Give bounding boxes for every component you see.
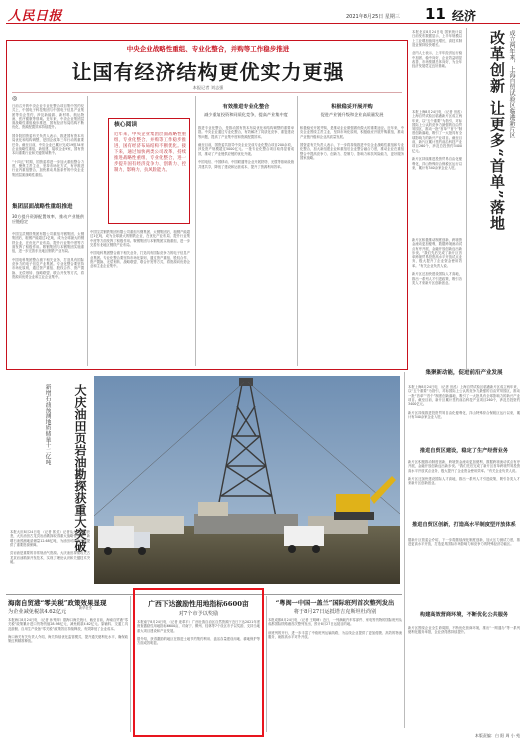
right-text-block-e: 据新片区管委会介绍，下一步将继续深化制度创新，加大压力测试力度，推进更高水平开放，打造更具国际市场影响力和竞争力的特殊经济功能区。 [408, 538, 520, 547]
story3-headline: “粤闽一中国一盖兰”国际班列首次整列发出 [275, 600, 395, 607]
bottom-divider-1 [130, 596, 131, 732]
right-subhead-a: 集聚新动能，促进前沿产业发展 [425, 370, 503, 376]
editor-credit: 本版责编：白 阳 周 小 苑 [474, 733, 520, 738]
lead-divider-2 [195, 96, 196, 366]
bottom-divider-2 [266, 596, 267, 732]
lead-subhead-2: 积极稳妥开展并购 [331, 104, 373, 110]
right-text-block-a: 本报上海8月24日电 （记者 田泓）上海自贸试验区临港新片区成立两年来，以“五个重要”为指引，对标国际上公认的竞争力最强的自由贸易园区，推动一批“首单”“首个”制度创新落地，吸引了一大批具有全球影响力的新兴产业项目。截至目前，新片区累计签约前沿科技产业项目260个，涉及总投资约3400亿元。 新片区持续推进投资贸易自由化便利化，洋山特殊综合保税区运行以来，累计有340余家企业入驻。 [412, 110, 462, 170]
masthead [6, 4, 520, 24]
lead-subhead-1-deck: 减少重复投资和同质化竞争，提高产业集中度 [204, 112, 288, 117]
right-text-block-f: 新片区围绕企业全生命周期，不断优化营商环境，推出“一网通办”等一系列便利化服务举措，企业获得感持续提升。 [408, 626, 520, 635]
photo-story-vertical-headline: 大庆油田页岩油勘探获重大突破 [73, 384, 87, 552]
right-text-block-d: 新片区积极推动制度创新，跨境资金流动更加便利，数据跨境流动试点有序开展，金融开放创新迈出新步伐。“我们先后完成了新片区首单跨境贸易投资高水平开放试点业务，极大提升了企业资金使用效率。”有关企业负责人说。 新片区还加快建设国际人才高地，推出一系列人才引进政策，吸引各类人才来新片区创新创业。 [408, 460, 520, 486]
story1-deck: 为企业减免税款4.62亿元 [8, 609, 67, 615]
lead-subhead-1: 有效推进专业化整合 [222, 104, 270, 110]
lead-divider-3 [297, 96, 298, 366]
left-subhead: 集团层面战略性重组推进 [12, 204, 73, 210]
right-text-block-c: 本报上海8月24日电 （记者 田泓）上海自贸试验区临港新片区成立两年来，以“五个重要”为指引，对标国际上公认的竞争力最强的自由贸易园区，推动一批“首单”“首个”制度创新落地，吸引了一大批具有全球影响力的新兴产业项目。截至目前，新片区累计签约前沿科技产业项目260个，涉及总投资约3400亿元。 新片区持续推进投资贸易自由化便利化，洋山特殊综合保税区运行以来，累计有340余家企业入驻。 [408, 385, 520, 420]
lead-column-4: 积极稳妥开展并购，是推动企业做强做优做大的重要途径。近年来，中央企业围绕主责主业，坚持市场化原则，积极稳妥开展并购重组，推动产业链升级和企业高质量发展。 国资委有关负责人表示，下一步将持续推进中央企业战略性重组和专业化整合，加大新组建企业和重组后企业整合融合力度，推动企业在重组整合中提高竞争力、创新力、控制力、影响力和抗风险能力，更好服务国家战略。 [300, 126, 404, 161]
page-number: 11 [425, 5, 446, 23]
story2-text: 本报南宁8月24日电 （记者 庞革平）广西壮族自治区自然资源厅近日下达2021年度督查激励性用地指标6600亩，对南宁、柳州、桂林等7个设区市予以奖励，支持当地重大项目建设和产业发展。 据介绍，获得激励的地区在推进土地节约集约利用、盘活存量建设用地、耕地保护等方面成效明显。 [137, 620, 260, 646]
lead-column-3: 推进专业化整合，是推动国有资本布局优化和结构调整的重要举措。中央企业通过专业化整合，有效解决了同质化竞争、重复建设等问题，提高了产业集中度和资源配置效率。 截至目前，国资委共指导中央企业完成专业化整合项目200余项，涉及资产规模超过5000亿元。一批专业化整合项目取得显著成效，推动了产业链供应链的优化升级。 中国电信、中国移动、中国联通等企业开展铁塔、光缆等基础设施共建共享，降低了建设和运营成本，提升了资源利用效率。 [198, 126, 294, 169]
story3-text: 本报成都8月24日电 （记者 王明峰）近日，一列满载汽车零部件、家电等货物的国际班列从成都国际铁路港首次整列发出，预计8月27日运抵目的地。 该班列的开行，进一步丰富了中欧班列运输线路，为沿线企业提供了更加便捷、高效的物流服务，助推高水平对外开放。 [268, 618, 402, 640]
core-reading-title: 核心阅读 [114, 122, 138, 128]
right-subhead-d: 构建高效营商环境，不断优化公共服务 [419, 612, 509, 618]
story3-deck: 将于8月27日运抵塔吉克斯坦杜尚别 [293, 609, 377, 615]
lead-divider-1 [87, 96, 88, 366]
oil-rig-photo [94, 376, 400, 584]
right-text-block-b: 新片区积极推动制度创新，跨境资金流动更加便利，数据跨境流动试点有序开展，金融开放创新迈出新步伐。“我们先后完成了新片区首单跨境贸易投资高水平开放试点业务，极大提升了企业资金使用效率。”有关企业负责人说。 新片区还加快建设国际人才高地，推出一系列人才引进政策，吸引各类人才来新片区创新创业。 [412, 238, 462, 285]
photo-credit: 新华社发 [78, 606, 92, 610]
left-subhead-deck: 30方提升资源配置效率，推动产业链供应链稳定 [12, 214, 84, 224]
story2-headline: 广西下达激励性用地指标6600亩 [148, 600, 249, 608]
right-vertical-deck: 成立两年来，上海自贸试验区临港新片区 [508, 30, 515, 138]
lead-rule [12, 92, 402, 93]
top-right-divider [466, 28, 467, 370]
lead-column-1b: 中国宝武钢铁集团有限公司重组马钢集团、太钢集团后，粗钢产能超过1亿吨，成为全球最大的钢铁企业，在优化产业布局、提升行业集中度等方面发挥了积极作用。鞍钢集团与本钢集团实施重组，进一步完善东北地区钢铁产业布局。 中国电科集团整合旗下相关业务，打造具有国际竞争力的电子信息产业集团。专业化整合要坚持市场化原则，通过资产重组、股权合作、资产置换、无偿划转、战略联盟、联合开发等方式，将资源向优势企业和主业企业集中。 [12, 232, 84, 279]
lead-byline: 本报记者 刘志强 [192, 85, 224, 90]
lead-intro-label: ◎ [12, 95, 18, 102]
right-vertical-headline: 改革创新 让更多“首单”落地 [488, 30, 506, 232]
section-name: 经济 [452, 9, 477, 23]
right-subhead-b: 推进自贸区建设，稳定了生产经营业务 [419, 448, 509, 454]
photo-story-vertical-deck: 新增石油预测地质储量十二亿吨 [44, 384, 50, 466]
lead-column-1: 日前召开的中央企业专业化整合项目集中签约仪式上，中国电子科技集团与中国电子信息产业集团等央企签约，涉及新能源、新材料、航运物流、医疗健康等领域。近年来，中央企业集团层面战略性重组稳步推进，国有经济布局结构不断优化，资源配置效率持续提升。 国务院国资委有关负责人表示，推进国有资本布局优化和结构调整，是国企改革三年行动的重要任务。截至目前，中央企业已累计完成19组34家企业战略性重组，新组建、接收企业9家，国有资本向重要行业和关键领域集中。 “十四五”时期，国资委将进一步加大重组整合力度，聚焦主责主业，坚持市场化方式，有序推进行业内重组整合，加快推动具备条件的中央企业集团层面战略性重组。 [12, 104, 84, 177]
right-column-divider [404, 372, 405, 728]
story1-text: 本报海口8月24日电 （记者 孙秀萍）据海口海关统计，截至目前，海南自贸港“零关税”政策累计进口货物货值28.98亿元，减免税款4.62亿元。原辅料、交通工具及游艇、自用生产设备“零关税”政策效应持续释放，有效降低了企业成本。 海口海关有关负责人介绍，海关持续优化监管模式，提升通关便利化水平，确保政策红利精准释放。 [8, 618, 128, 644]
top-right-text: 本报北京8月24日电 国家统计局日前发布数据显示，上半年规模以上工业增加值同比增长，高技术制造业保持较快增长。 业内人士表示，上半年经济运行稳中加固、稳中向好，企业效益明显改善，市场预期总体向好，为全年经济发展奠定良好基础。 [412, 30, 462, 69]
logo: 人民日报 [8, 9, 63, 24]
lead-column-2: 中国宝武钢铁集团有限公司重组马钢集团、太钢集团后，粗钢产能超过1亿吨，成为全球最大的钢铁企业，在优化产业布局、提升行业集中度等方面发挥了积极作用。鞍钢集团与本钢集团实施重组，进一步完善东北地区钢铁产业布局。 中国电科集团整合旗下相关业务，打造具有国际竞争力的电子信息产业集团。专业化整合要坚持市场化原则，通过资产重组、股权合作、资产置换、无偿划转、战略联盟、联合开发等方式，将资源向优势企业和主业企业集中。 [90, 230, 190, 269]
photo-story-text: 本报大庆8月24日电 （记者 郭戈）记者从大庆油田获悉，大庆油田古龙页岩油勘探取得重大战略性突破，新增石油预测地质储量12.68亿吨，为油田可持续发展提供了重要资源保障。 页岩油是重要的非常规油气资源。大庆油田持续攻关古龙页岩油勘探开发技术，实现了理论认识和关键技术突破。 [10, 530, 90, 565]
story1-headline: 海南自贸港“零关税”政策效果显现 [8, 599, 107, 607]
issue-date: 2021年8月25日 星期三 [346, 14, 400, 20]
right-subhead-c: 推进自贸区创新，打造高水平制度型开放体系 [412, 522, 516, 528]
lead-kicker: 中央企业战略性重组、专业化整合，并购等工作稳步推进 [126, 45, 290, 53]
lead-subhead-2-deck: 促进产业链升级和企业高质量发展 [320, 112, 384, 117]
core-reading-text: 近年来，中央企业集团层面战略性重组、专业化整合、并购等工作稳步推进，国有经济布局结构不断优化。接下来，通过加快两类公司改革、持续推进战略性重组、专业化整合，进一步提升国有经济竞争力、创新力、控制力、影响力、抗风险能力。 [114, 132, 186, 173]
story2-deck: 对7个市予以奖励 [178, 611, 219, 617]
lead-headline: 让国有经济结构更优实力更强 [71, 60, 345, 84]
